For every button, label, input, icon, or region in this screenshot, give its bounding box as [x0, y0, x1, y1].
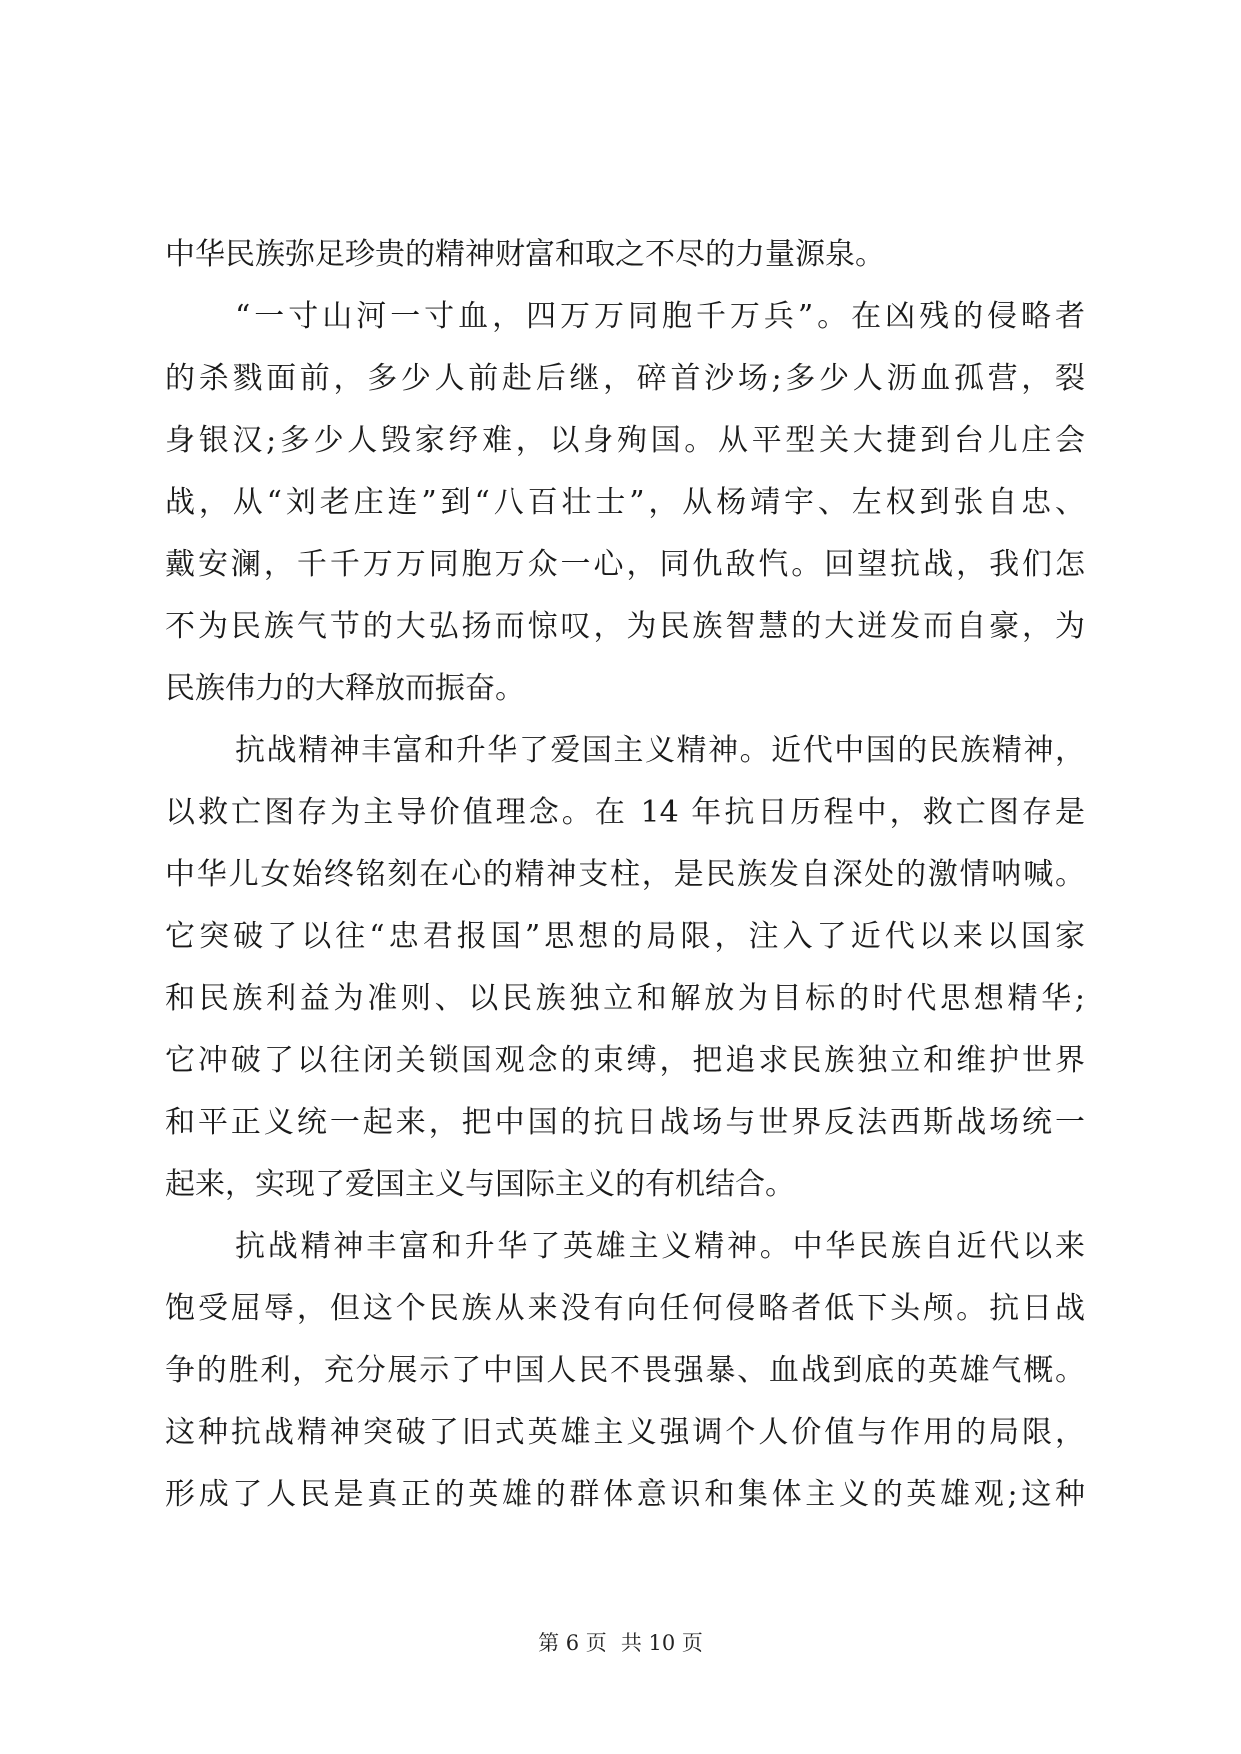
page-number: 第 6 页 — [538, 1631, 607, 1655]
page-total: 共 10 页 — [620, 1631, 703, 1655]
text-line: 身银汉;多少人毁家纾难，以身殉国。从平型关大捷到台儿庄会 — [165, 423, 1085, 458]
text-line: 戴安澜，千千万万同胞万众一心，同仇敌忾。回望抗战，我们怎 — [165, 547, 1085, 582]
text-line: 的杀戮面前，多少人前赴后继，碎首沙场;多少人沥血孤营，裂 — [165, 361, 1085, 396]
text-line: 抗战精神丰富和升华了英雄主义精神。中华民族自近代以来 — [235, 1229, 1085, 1264]
text-line: 和民族利益为准则、以民族独立和解放为目标的时代思想精华; — [165, 981, 1085, 1016]
text-line: 中华儿女始终铭刻在心的精神支柱，是民族发自深处的激情呐喊。 — [165, 857, 1085, 892]
text-line: 以救亡图存为主导价值理念。在 14 年抗日历程中，救亡图存是 — [165, 795, 1085, 830]
text-line: 形成了人民是真正的英雄的群体意识和集体主义的英雄观;这种 — [165, 1477, 1085, 1512]
text-line: 和平正义统一起来，把中国的抗日战场与世界反法西斯战场统一 — [165, 1105, 1085, 1140]
text-line: 民族伟力的大释放而振奋。 — [165, 671, 525, 706]
text-line: 饱受屈辱，但这个民族从来没有向任何侵略者低下头颅。抗日战 — [165, 1291, 1085, 1326]
text-line: 抗战精神丰富和升华了爱国主义精神。近代中国的民族精神， — [235, 733, 1085, 768]
body-text — [165, 224, 1085, 1526]
page-footer — [0, 1628, 1241, 1658]
text-line: 不为民族气节的大弘扬而惊叹，为民族智慧的大迸发而自豪，为 — [165, 609, 1085, 644]
text-line: 起来，实现了爱国主义与国际主义的有机结合。 — [165, 1167, 795, 1202]
text-line: 这种抗战精神突破了旧式英雄主义强调个人价值与作用的局限， — [165, 1415, 1085, 1450]
text-line: 争的胜利，充分展示了中国人民不畏强暴、血战到底的英雄气概。 — [165, 1353, 1085, 1388]
text-line: “一寸山河一寸血，四万万同胞千万兵”。在凶残的侵略者 — [235, 299, 1085, 334]
text-line: 它冲破了以往闭关锁国观念的束缚，把追求民族独立和维护世界 — [165, 1043, 1085, 1078]
text-line: 它突破了以往“忠君报国”思想的局限，注入了近代以来以国家 — [165, 919, 1085, 954]
text-line: 战，从“刘老庄连”到“八百壮士”，从杨靖宇、左权到张自忠、 — [165, 485, 1085, 520]
text-line: 中华民族弥足珍贵的精神财富和取之不尽的力量源泉。 — [165, 237, 885, 272]
